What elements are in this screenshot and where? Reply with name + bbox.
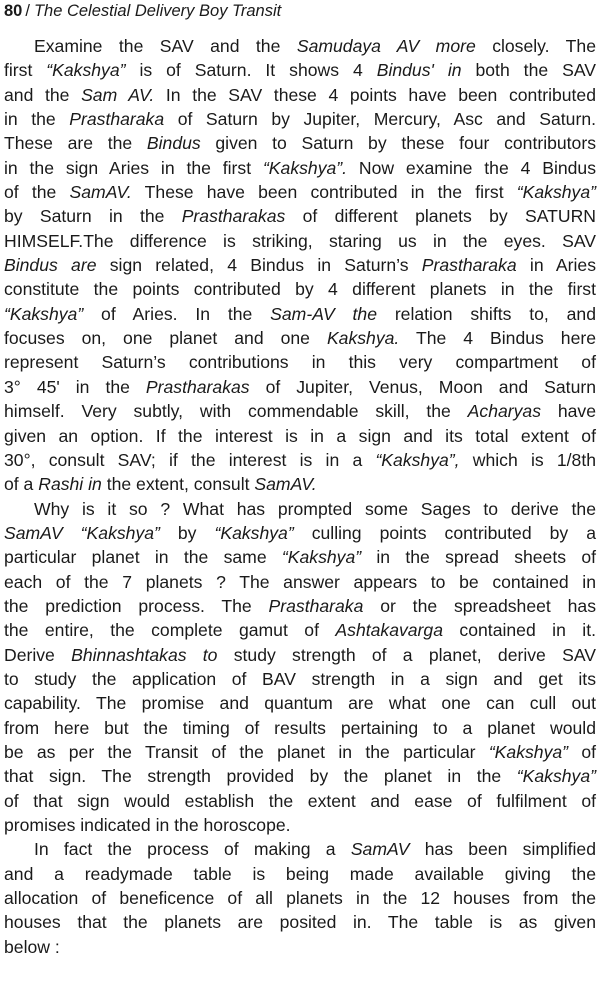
text-run: from here but the timing of results pertaining to a planet would xyxy=(4,717,596,738)
text-line xyxy=(4,180,596,204)
text-line xyxy=(4,399,596,423)
italic-run: Sam-AV the xyxy=(270,303,377,324)
text-run: of Saturn by Jupiter, Mercury, Asc and Saturn. xyxy=(164,109,596,130)
text-line xyxy=(4,277,596,301)
text-run: of that sign would establish the extent and ease of fulfilment of xyxy=(4,790,596,811)
text-run: promises indicated in the horoscope. xyxy=(4,815,291,835)
text-line xyxy=(4,667,596,691)
italic-run: Prastharaka xyxy=(421,255,517,276)
text-line xyxy=(4,350,596,374)
text-line xyxy=(4,472,596,496)
italic-run: Bindus' in xyxy=(376,60,462,81)
text-run: is of Saturn. It shows 4 xyxy=(125,60,377,81)
text-run: study strength of a planet, derive SAV xyxy=(217,644,596,665)
paragraph-3 xyxy=(4,837,596,959)
text-run: Now examine the 4 Bindus xyxy=(347,157,597,178)
italic-run: “Kakshya” xyxy=(214,522,294,543)
text-line xyxy=(4,107,596,131)
italic-run: “Kakshya” xyxy=(46,60,126,81)
italic-run: “Kakshya” xyxy=(516,182,596,203)
paragraph-1 xyxy=(4,34,596,497)
text-line xyxy=(4,424,596,448)
text-line xyxy=(4,935,596,959)
text-run: of Aries. In the xyxy=(83,303,271,324)
book-title: The Celestial Delivery Boy Transit xyxy=(33,2,282,20)
text-line xyxy=(4,643,596,667)
text-line xyxy=(4,302,596,326)
text-line xyxy=(4,204,596,228)
body-text xyxy=(4,34,596,959)
text-run: closely. The xyxy=(475,36,596,56)
text-run: Derive xyxy=(4,644,72,665)
text-run: in the xyxy=(4,109,70,130)
text-line xyxy=(4,886,596,910)
text-line xyxy=(4,375,596,399)
text-run: constitute the points contributed by 4 different planets in the first xyxy=(4,279,596,300)
text-run: first xyxy=(4,60,47,81)
text-run: and a readymade table is being made available giving the xyxy=(4,863,596,884)
text-run: 3° 45' in the xyxy=(4,376,146,397)
text-run: by xyxy=(159,522,215,543)
italic-run: “Kakshya” xyxy=(4,303,84,324)
text-run: of Jupiter, Venus, Moon and Saturn xyxy=(249,376,597,397)
text-line xyxy=(4,594,596,618)
italic-run: SamAV xyxy=(350,839,410,860)
text-run: the extent, consult xyxy=(101,474,255,495)
text-run: in Aries xyxy=(516,255,596,276)
text-run: allocation of beneficence of all planets in the 12 houses from the xyxy=(4,888,596,909)
text-run: himself. Very subtly, with commendable skill, the xyxy=(4,401,468,422)
italic-run: Bhinnashtakas to xyxy=(71,644,218,665)
italic-run: SamAV. xyxy=(69,182,132,203)
text-run: be as per the Transit of the planet in the particular xyxy=(4,741,489,762)
text-line xyxy=(4,691,596,715)
text-run: given an option. If the interest is in a sign and its total extent of xyxy=(4,425,596,446)
text-run: by Saturn in the xyxy=(4,206,182,227)
text-run: contained in it. xyxy=(443,620,596,641)
text-run: both the SAV xyxy=(461,60,596,81)
text-run: in the sign Aries in the first xyxy=(4,157,263,178)
text-run: that sign. The strength provided by the planet in the xyxy=(4,766,517,787)
text-line xyxy=(4,618,596,642)
text-run: Examine the SAV and the xyxy=(34,36,297,56)
text-line xyxy=(4,229,596,253)
text-run: represent Saturn’s contributions in this very compartment of xyxy=(4,352,596,373)
text-run: of xyxy=(568,741,596,762)
text-line xyxy=(4,448,596,472)
text-run: In fact the process of making a xyxy=(34,839,351,860)
text-line xyxy=(4,740,596,764)
text-run: houses that the planets are posited in. The table is as given xyxy=(4,912,596,933)
text-line xyxy=(4,131,596,155)
text-run: in the spread sheets of xyxy=(361,547,596,568)
italic-run: Bindus xyxy=(146,133,201,154)
text-line xyxy=(4,910,596,934)
italic-run: Acharyas xyxy=(467,401,542,422)
text-run: or the spreadsheet has xyxy=(363,595,596,616)
italic-run: Prastharakas xyxy=(145,376,250,397)
text-run: and the xyxy=(4,84,82,105)
running-head-separator: / xyxy=(25,2,30,20)
text-run: culling points contributed by a xyxy=(293,522,597,543)
text-line xyxy=(4,764,596,788)
text-line xyxy=(4,570,596,594)
text-run: These are the xyxy=(4,133,147,154)
text-line xyxy=(4,58,596,82)
italic-run: “Kakshya”, xyxy=(375,449,460,470)
italic-run: “Kakshya”. xyxy=(262,157,348,178)
text-run: 30°, consult SAV; if the interest is in a xyxy=(4,449,376,470)
italic-run: Prastharaka xyxy=(268,595,364,616)
text-run: The 4 Bindus here xyxy=(399,328,596,349)
italic-run: “Kakshya” xyxy=(488,741,569,762)
italic-run: Samudaya AV more xyxy=(296,36,476,56)
text-line xyxy=(4,813,596,837)
text-run: Why is it so ? What has prompted some Sages to derive the xyxy=(34,498,596,519)
text-run: the prediction process. The xyxy=(4,595,269,616)
text-run: HIMSELF.The difference is striking, staring us in the eyes. SAV xyxy=(4,230,596,251)
text-line xyxy=(4,545,596,569)
text-run: of different planets by SATURN xyxy=(285,206,596,227)
italic-run: “Kakshya” xyxy=(281,547,362,568)
italic-run: Rashi in xyxy=(38,474,102,495)
text-line xyxy=(4,521,596,545)
text-run: below : xyxy=(4,936,60,957)
italic-run: Prastharakas xyxy=(181,206,286,227)
italic-run: SamAV “Kakshya” xyxy=(4,522,160,543)
italic-run: Bindus are xyxy=(4,255,97,276)
text-run: of a xyxy=(4,474,39,495)
italic-run: Kakshya. xyxy=(326,328,400,349)
text-run: given to Saturn by these four contributors xyxy=(200,133,596,154)
text-run: the entire, the complete gamut of xyxy=(4,620,336,641)
text-line xyxy=(4,862,596,886)
text-run: These have been contributed in the first xyxy=(131,182,517,203)
text-run: to study the application of BAV strength in a sign and get its xyxy=(4,668,596,689)
text-line xyxy=(4,326,596,350)
text-line xyxy=(4,156,596,180)
text-run: which is 1/8th xyxy=(459,449,597,470)
text-line xyxy=(4,34,596,58)
text-run: have xyxy=(541,401,597,422)
page-number: 80 xyxy=(4,2,23,20)
italic-run: Ashtakavarga xyxy=(335,620,443,641)
text-run: capability. The promise and quantum are what one can cull out xyxy=(4,693,596,714)
text-run: focuses on, one planet and one xyxy=(4,328,327,349)
text-run: relation shifts to, and xyxy=(376,303,596,324)
text-run: particular planet in the same xyxy=(4,547,282,568)
text-run: has been simplified xyxy=(409,839,596,860)
running-head xyxy=(4,1,281,21)
text-run: In the SAV these 4 points have been contributed xyxy=(154,84,597,105)
text-run: each of the 7 planets ? The answer appears to be contained in xyxy=(4,571,596,592)
text-run: sign related, 4 Bindus in Saturn’s xyxy=(96,255,422,276)
italic-run: SamAV. xyxy=(254,474,317,495)
italic-run: Prastharaka xyxy=(69,109,165,130)
text-line xyxy=(4,497,596,521)
text-line xyxy=(4,716,596,740)
paragraph-2 xyxy=(4,497,596,838)
text-line xyxy=(4,83,596,107)
italic-run: “Kakshya” xyxy=(516,766,596,787)
text-line xyxy=(4,789,596,813)
text-run: of the xyxy=(4,182,70,203)
text-line xyxy=(4,253,596,277)
italic-run: Sam AV. xyxy=(81,84,155,105)
text-line xyxy=(4,837,596,861)
